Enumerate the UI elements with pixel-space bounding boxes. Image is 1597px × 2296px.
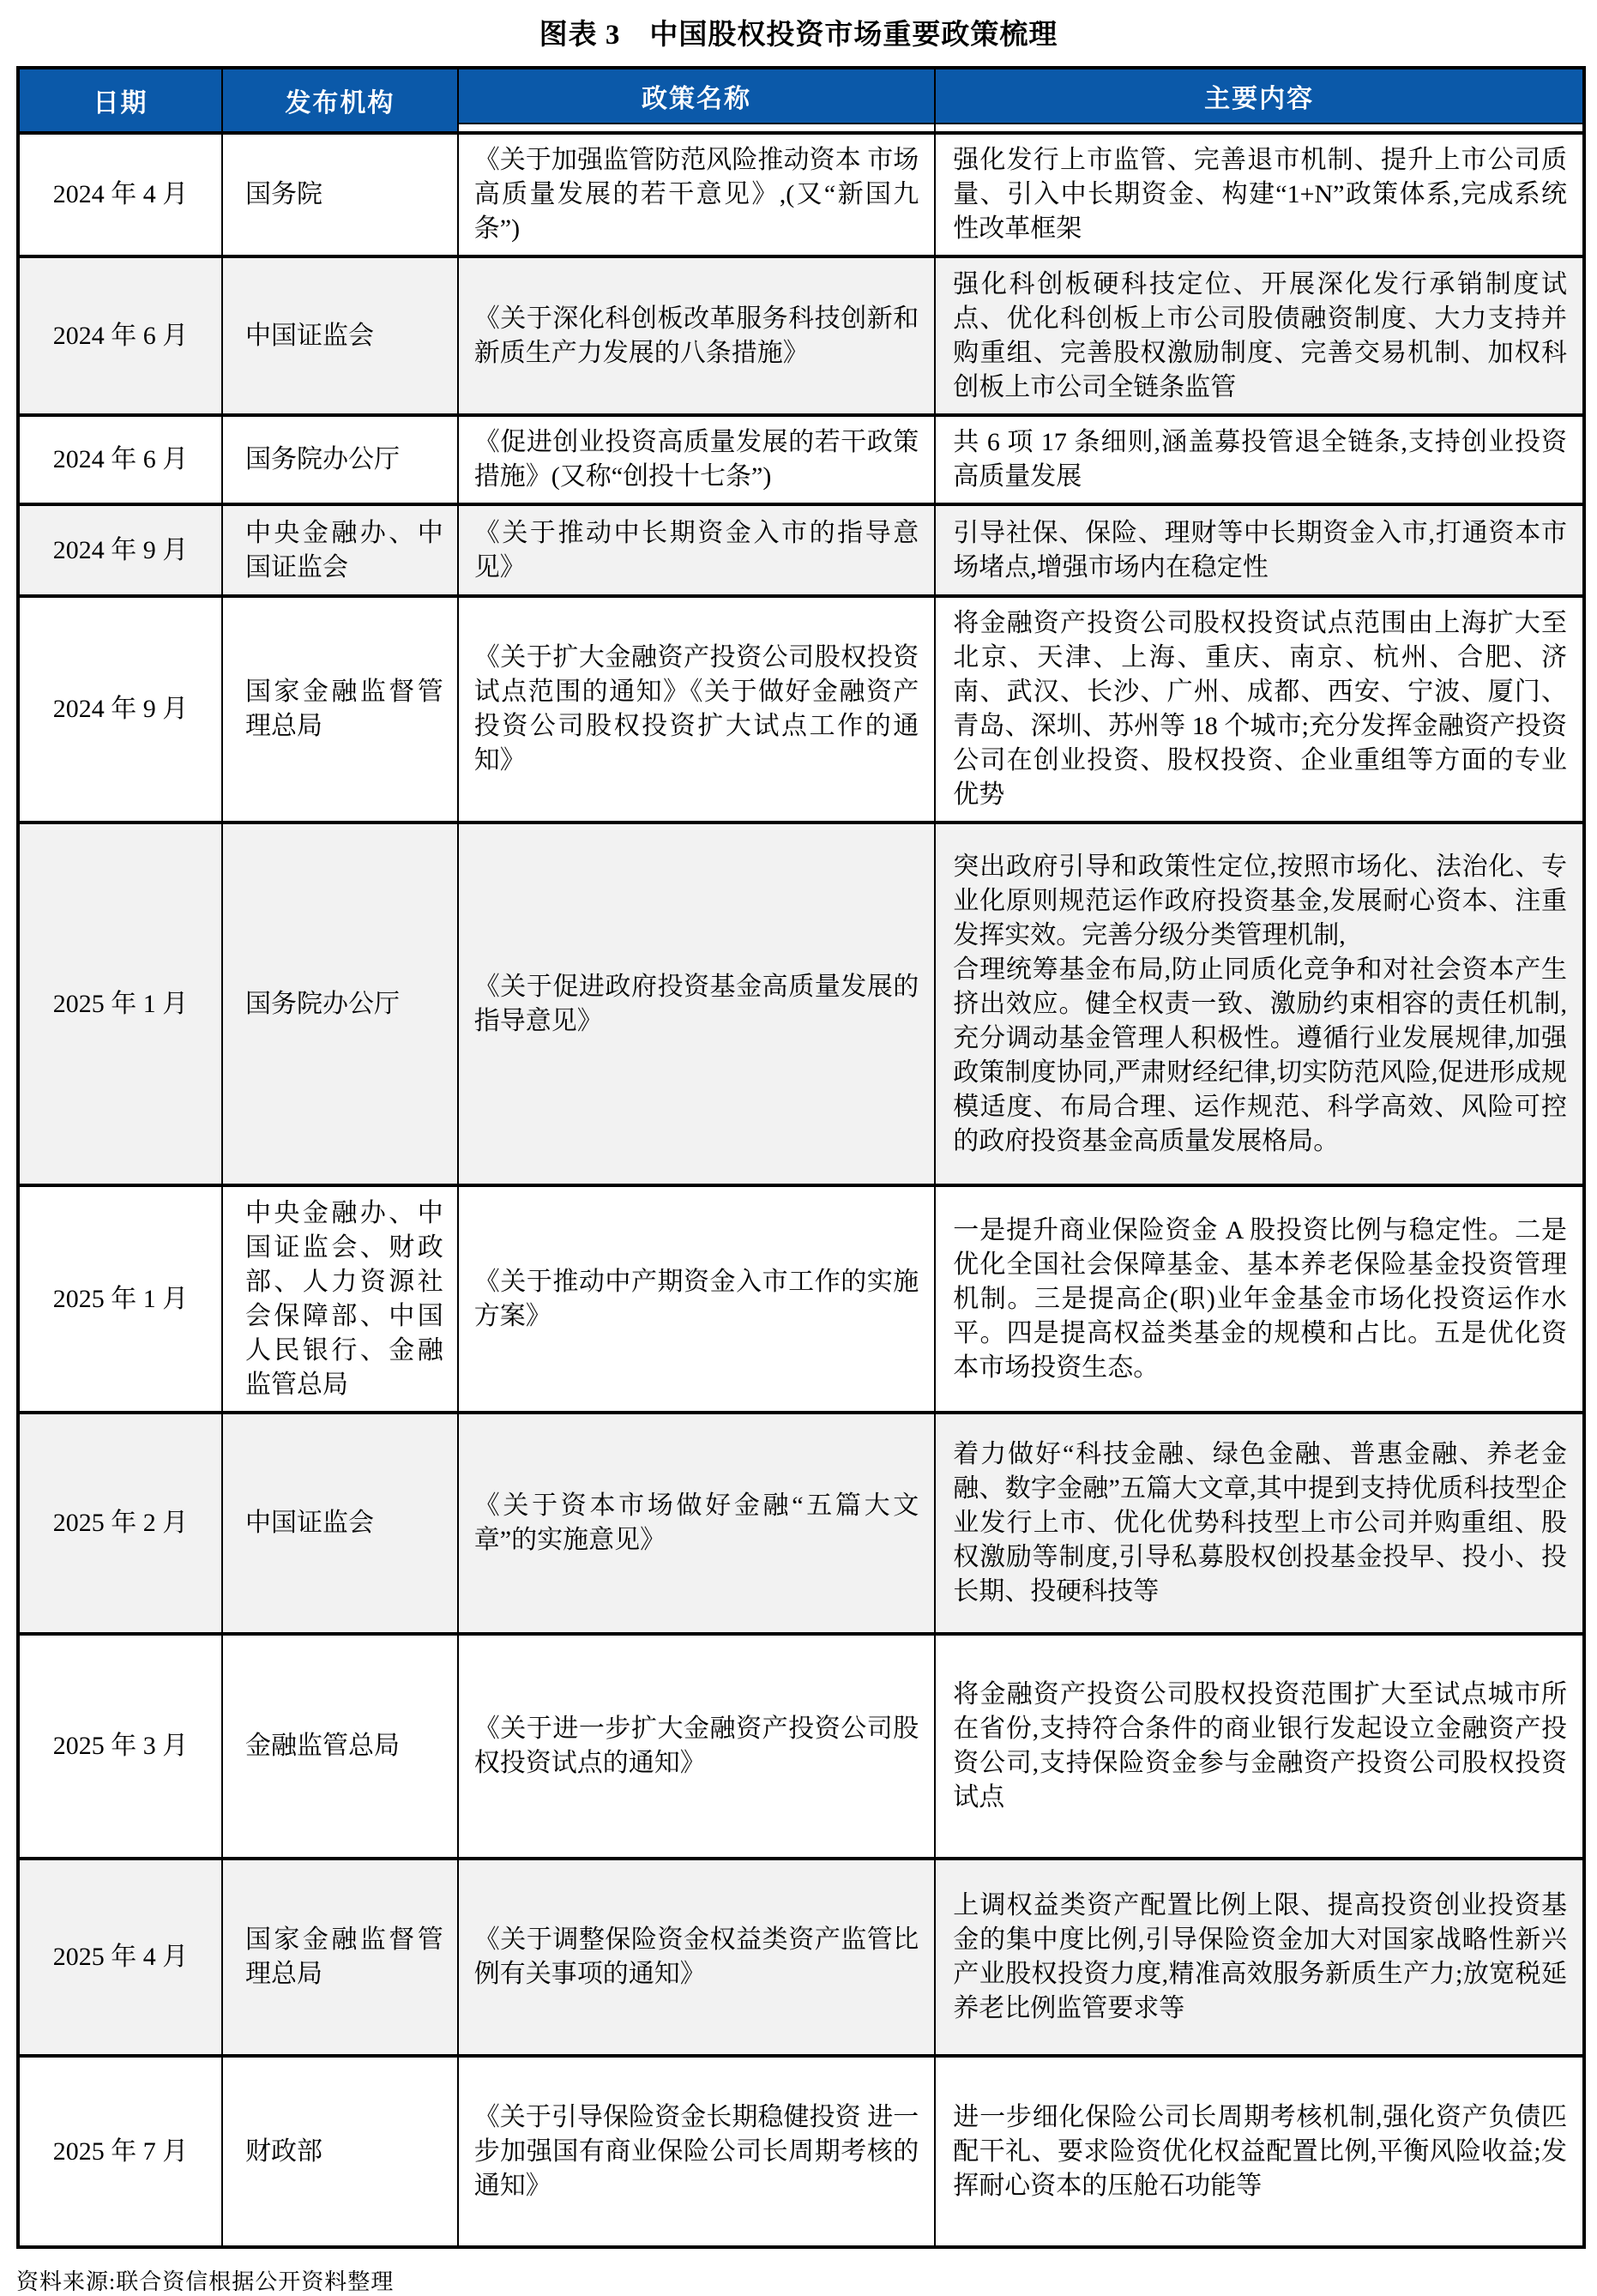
row-3-org: 国务院办公厅 xyxy=(244,445,400,473)
row-1-content-cell xyxy=(936,131,1582,255)
row-2-org: 中国证监会 xyxy=(244,321,374,350)
row-1-org-cell xyxy=(223,131,459,255)
row-2-content-cell xyxy=(936,255,1582,413)
row-5-policy: 《关于扩大金融资产投资公司股权投资试点范围的通知》《关于做好金融资产投资公司股权投资扩大试点工作的通知》 xyxy=(473,643,919,774)
row-6-content-cell xyxy=(936,821,1582,1184)
row-10-policy-cell xyxy=(459,1857,937,2054)
row-11-org: 财政部 xyxy=(244,2136,322,2166)
row-1-org: 国务院 xyxy=(244,180,322,208)
row-11-date-cell xyxy=(20,2054,223,2245)
row-11-date: 2025 年 7 月 xyxy=(52,2136,189,2166)
policy-table xyxy=(16,66,1586,2249)
row-6-date: 2025 年 1 月 xyxy=(52,989,189,1018)
row-9-org-cell xyxy=(223,1632,459,1857)
row-4-content-cell xyxy=(936,503,1582,594)
row-9-policy: 《关于进一步扩大金融资产投资公司股权投资试点的通知》 xyxy=(473,1714,919,1777)
row-8-content: 着力做好“科技金融、绿色金融、普惠金融、养老金融、数字金融”五篇大文章,其中提到支持优质科技型企业发行上市、优化优势科技型上市公司并购重组、股权激励等制度,引导私募股权创投基金投早、投小、投长期、投硬科技等 xyxy=(953,1440,1567,1606)
row-5-date: 2024 年 9 月 xyxy=(52,695,189,723)
row-10-content-cell xyxy=(936,1857,1582,2054)
row-5-org: 国家金融监督管理总局 xyxy=(244,678,443,740)
row-11-content-cell xyxy=(936,2054,1582,2245)
col-header-policy xyxy=(459,69,937,131)
row-7-policy-cell xyxy=(459,1184,937,1411)
row-6-org-cell xyxy=(223,821,459,1184)
row-6-content: 突出政府引导和政策性定位,按照市场化、法治化、专业化原则规范运作政府投资基金,发展耐心资本、注重发挥实效。完善分级分类管理机制, 合理统筹基金布局,防止同质化竞争和对社会资本产生挤出效应。健全权责一致、激励约束相容的责任机制,充分调动基金管理人积极性。遵循行业发展规律,加强政策制度协同,严肃财经纪律,切实防范风险,促进形成规模适度、布局合理、运作规范、科学高效、风险可控的政府投资基金高质量发展格局。 xyxy=(953,852,1567,1155)
row-4-date-cell xyxy=(20,503,223,594)
row-10-content: 上调权益类资产配置比例上限、提高投资创业投资基金的集中度比例,引导保险资金加大对国家战略性新兴产业股权投资力度,精准高效服务新质生产力;放宽税延养老比例监管要求等 xyxy=(953,1891,1567,2022)
row-7-org-cell xyxy=(223,1184,459,1411)
row-7-content: 一是提升商业保险资金 A 股投资比例与稳定性。二是优化全国社会保障基金、基本养老保险基金投资管理机制。三是提高企(职)业年金基金市场化投资运作水平。四是提高权益类基金的规模和占比。五是优化资本市场投资生态。 xyxy=(953,1215,1567,1382)
col-header-policy-label: 政策名称 xyxy=(459,69,935,124)
row-2-policy-cell xyxy=(459,255,937,413)
row-8-date-cell xyxy=(20,1411,223,1632)
row-5-date-cell xyxy=(20,594,223,821)
row-8-content-cell xyxy=(936,1411,1582,1632)
source-note: 资料来源:联合资信根据公开资料整理 xyxy=(16,2269,395,2294)
row-7-org: 中央金融办、中国证监会、财政部、人力资源社会保障部、中国人民银行、金融监管总局 xyxy=(244,1198,443,1399)
row-7-content-cell xyxy=(936,1184,1582,1411)
row-2-org-cell xyxy=(223,255,459,413)
row-4-org-cell xyxy=(223,503,459,594)
row-5-policy-cell xyxy=(459,594,937,821)
row-4-policy-cell xyxy=(459,503,937,594)
col-header-content xyxy=(936,69,1582,131)
row-4-policy: 《关于推动中长期资金入市的指导意见》 xyxy=(473,518,919,582)
row-10-date-cell xyxy=(20,1857,223,2054)
row-8-org: 中国证监会 xyxy=(244,1509,374,1537)
row-10-org: 国家金融监督管理总局 xyxy=(244,1925,443,1988)
row-9-content: 将金融资产投资公司股权投资范围扩大至试点城市所在省份,支持符合条件的商业银行发起设立金融资产投资公司,支持保险资金参与金融资产投资公司股权投资试点 xyxy=(953,1680,1567,1811)
row-9-date: 2025 年 3 月 xyxy=(52,1732,189,1760)
row-1-content: 强化发行上市监管、完善退市机制、提升上市公司质量、引入中长期资金、构建“1+N”政策体系,完成系统性改革框架 xyxy=(953,146,1567,243)
row-10-date: 2025 年 4 月 xyxy=(52,1943,189,1971)
row-6-policy: 《关于促进政府投资基金高质量发展的指导意见》 xyxy=(473,972,919,1035)
row-6-policy-cell xyxy=(459,821,937,1184)
row-10-policy: 《关于调整保险资金权益类资产监管比例有关事项的通知》 xyxy=(473,1925,919,1988)
row-1-date: 2024 年 4 月 xyxy=(52,180,189,208)
row-11-policy: 《关于引导保险资金长期稳健投资 进一步加强国有商业保险公司长周期考核的通知》 xyxy=(473,2102,919,2200)
row-11-policy-cell xyxy=(459,2054,937,2245)
row-5-content-cell xyxy=(936,594,1582,821)
figure-title: 图表 3 中国股权投资市场重要政策梳理 xyxy=(539,20,1058,51)
row-3-date-cell xyxy=(20,413,223,503)
col-header-date xyxy=(20,69,223,131)
row-3-policy: 《促进创业投资高质量发展的若干政策措施》(又称“创投十七条”) xyxy=(473,428,919,491)
row-9-date-cell xyxy=(20,1632,223,1857)
row-3-content: 共 6 项 17 条细则,涵盖募投管退全链条,支持创业投资高质量发展 xyxy=(953,428,1567,491)
row-11-org-cell xyxy=(223,2054,459,2245)
row-1-policy: 《关于加强监管防范风险推动资本 市场高质量发展的若干意见》,(又“新国九条”) xyxy=(473,146,919,243)
row-5-org-cell xyxy=(223,594,459,821)
row-7-date: 2025 年 1 月 xyxy=(52,1284,189,1313)
row-2-date-cell xyxy=(20,255,223,413)
col-header-org xyxy=(223,69,459,131)
row-7-policy: 《关于推动中产期资金入市工作的实施方案》 xyxy=(473,1267,919,1330)
row-1-policy-cell xyxy=(459,131,937,255)
row-2-policy: 《关于深化科创板改革服务科技创新和新质生产力发展的八条措施》 xyxy=(473,304,919,367)
row-2-date: 2024 年 6 月 xyxy=(52,321,189,350)
row-3-policy-cell xyxy=(459,413,937,503)
row-9-content-cell xyxy=(936,1632,1582,1857)
row-10-org-cell xyxy=(223,1857,459,2054)
col-header-date-label: 日期 xyxy=(20,69,221,131)
row-8-org-cell xyxy=(223,1411,459,1632)
col-header-content-label: 主要内容 xyxy=(936,69,1582,124)
row-3-org-cell xyxy=(223,413,459,503)
row-6-org: 国务院办公厅 xyxy=(244,989,400,1018)
row-3-content-cell xyxy=(936,413,1582,503)
row-8-policy: 《关于资本市场做好金融“五篇大文章”的实施意见》 xyxy=(473,1491,919,1554)
row-4-date: 2024 年 9 月 xyxy=(52,535,189,564)
row-4-content: 引导社保、保险、理财等中长期资金入市,打通资本市场堵点,增强市场内在稳定性 xyxy=(953,518,1567,582)
row-8-date: 2025 年 2 月 xyxy=(52,1509,189,1537)
row-8-policy-cell xyxy=(459,1411,937,1632)
row-5-content: 将金融资产投资公司股权投资试点范围由上海扩大至北京、天津、上海、重庆、南京、杭州、合肥、济南、武汉、长沙、广州、成都、西安、宁波、厦门、青岛、深圳、苏州等 18 个城市;充分发挥金融资产投资公司在创业投资、股权投资、企业重组等方面的专业优势 xyxy=(953,609,1567,809)
row-9-policy-cell xyxy=(459,1632,937,1857)
row-7-date-cell xyxy=(20,1184,223,1411)
row-9-org: 金融监管总局 xyxy=(244,1732,400,1760)
row-1-date-cell xyxy=(20,131,223,255)
row-3-date: 2024 年 6 月 xyxy=(52,445,189,473)
row-2-content: 强化科创板硬科技定位、开展深化发行承销制度试点、优化科创板上市公司股债融资制度、大力支持并购重组、完善股权激励制度、完善交易机制、加权科创板上市公司全链条监管 xyxy=(953,269,1567,401)
col-header-org-label: 发布机构 xyxy=(223,69,457,131)
row-11-content: 进一步细化保险公司长周期考核机制,强化资产负债匹配干礼、要求险资优化权益配置比例,平衡风险收益;发挥耐心资本的压舱石功能等 xyxy=(953,2102,1567,2200)
row-6-date-cell xyxy=(20,821,223,1184)
row-4-org: 中央金融办、中国证监会 xyxy=(244,518,443,582)
